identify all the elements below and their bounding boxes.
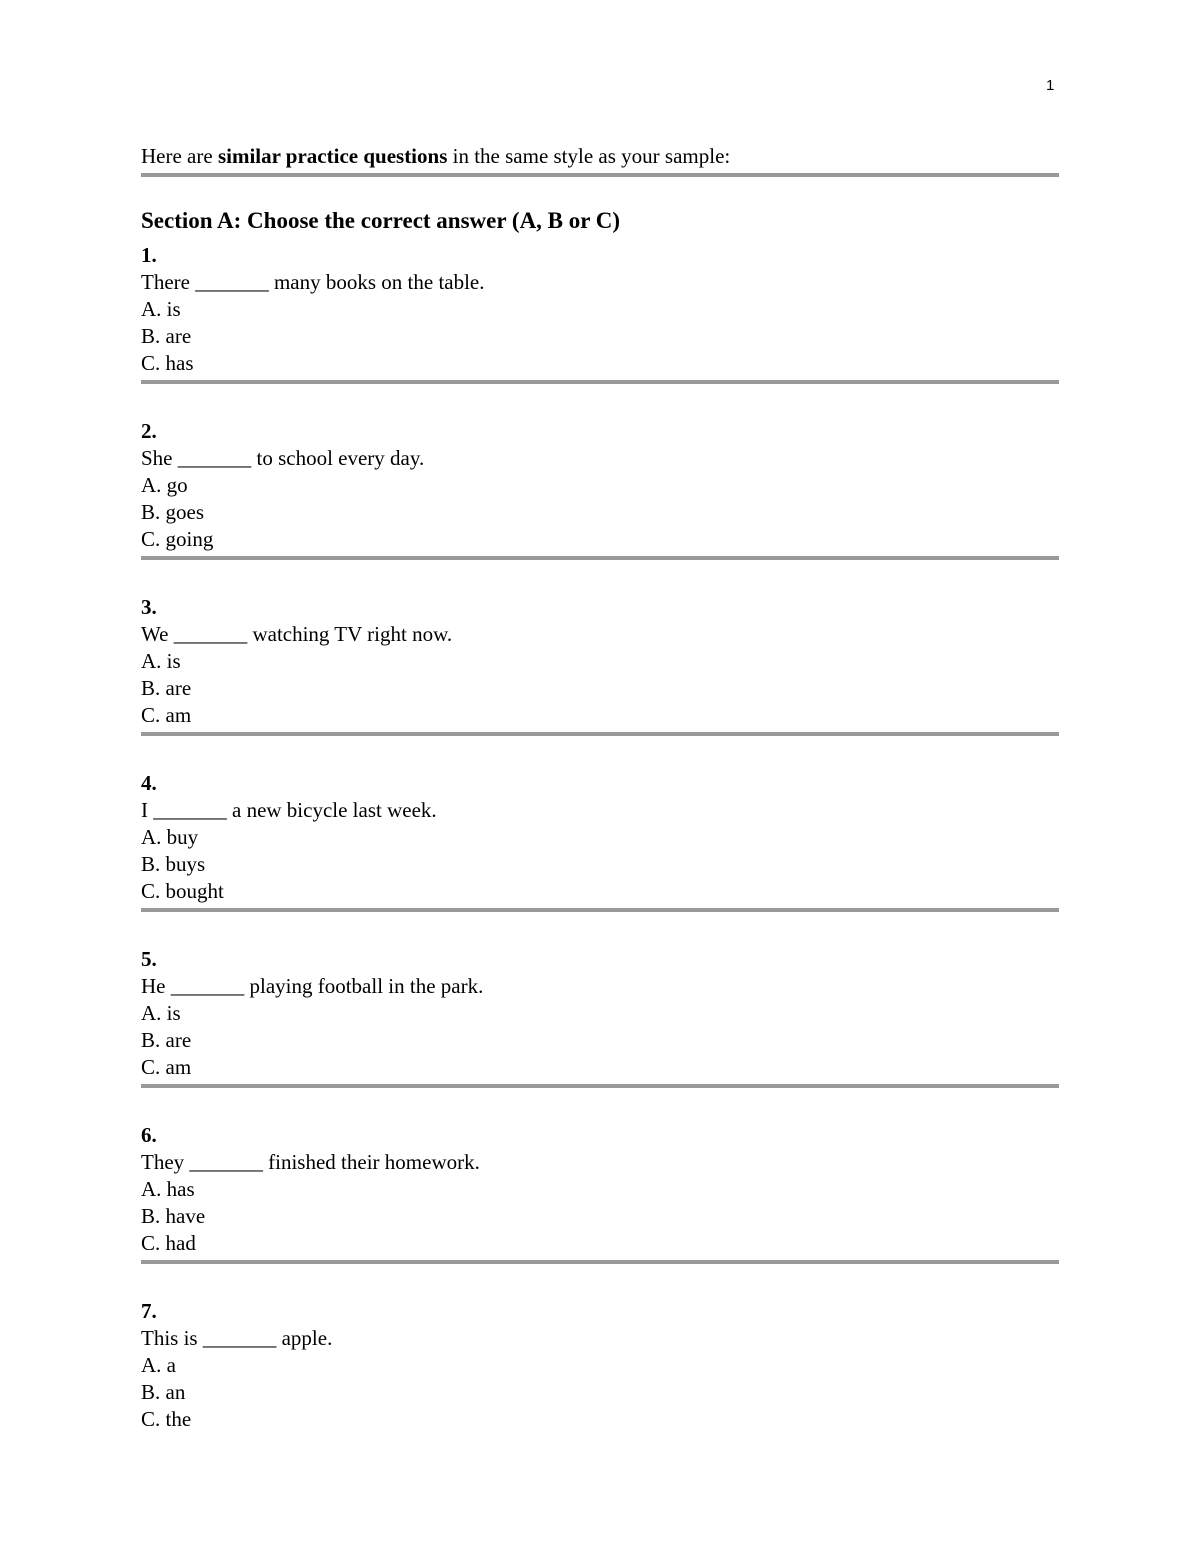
horizontal-rule [141, 908, 1059, 912]
intro-bold: similar practice questions [217, 144, 448, 168]
option-c: C. bought [141, 879, 224, 903]
horizontal-rule [141, 1260, 1059, 1264]
question-number: 4. [141, 771, 157, 795]
horizontal-rule [141, 732, 1059, 736]
question-text: They _______ finished their homework. [141, 1150, 480, 1174]
question-text: We _______ watching TV right now. [141, 622, 453, 646]
question-number: 1. [141, 243, 157, 267]
horizontal-rule [141, 380, 1059, 384]
question-7 [141, 1298, 1059, 1433]
option-c: C. the [141, 1407, 192, 1431]
option-b: B. buys [141, 852, 206, 876]
question-3 [141, 594, 1059, 729]
option-a: A. is [141, 297, 181, 321]
page-number: 1 [1046, 77, 1055, 94]
option-a: A. is [141, 649, 181, 673]
question-5 [141, 946, 1059, 1081]
horizontal-rule [141, 1084, 1059, 1088]
question-number: 3. [141, 595, 157, 619]
option-b: B. are [141, 1028, 192, 1052]
option-a: A. go [141, 473, 188, 497]
option-b: B. are [141, 324, 192, 348]
question-number: 7. [141, 1299, 157, 1323]
question-4 [141, 770, 1059, 905]
question-2 [141, 418, 1059, 553]
question-text: He _______ playing football in the park. [141, 974, 484, 998]
option-b: B. have [141, 1204, 206, 1228]
option-c: C. has [141, 351, 194, 375]
option-a: A. buy [141, 825, 199, 849]
question-text: This is _______ apple. [141, 1326, 333, 1350]
option-c: C. am [141, 1055, 192, 1079]
horizontal-rule [141, 173, 1059, 177]
section-heading: Section A: Choose the correct answer (A, B or C) [141, 208, 621, 233]
question-6 [141, 1122, 1059, 1257]
intro-paragraph [141, 143, 1059, 170]
option-b: B. goes [141, 500, 204, 524]
horizontal-rule [141, 556, 1059, 560]
question-number: 5. [141, 947, 157, 971]
intro-prefix: Here are [141, 144, 218, 168]
option-a: A. has [141, 1177, 195, 1201]
document-body [141, 143, 1059, 1433]
question-number: 2. [141, 419, 157, 443]
option-a: A. is [141, 1001, 181, 1025]
question-text: She _______ to school every day. [141, 446, 425, 470]
question-text: There _______ many books on the table. [141, 270, 485, 294]
question-text: I _______ a new bicycle last week. [141, 798, 437, 822]
option-b: B. an [141, 1380, 186, 1404]
option-b: B. are [141, 676, 192, 700]
option-c: C. had [141, 1231, 196, 1255]
question-1 [141, 242, 1059, 377]
option-a: A. a [141, 1353, 176, 1377]
question-number: 6. [141, 1123, 157, 1147]
option-c: C. going [141, 527, 214, 551]
option-c: C. am [141, 703, 192, 727]
intro-suffix: in the same style as your sample: [447, 144, 731, 168]
